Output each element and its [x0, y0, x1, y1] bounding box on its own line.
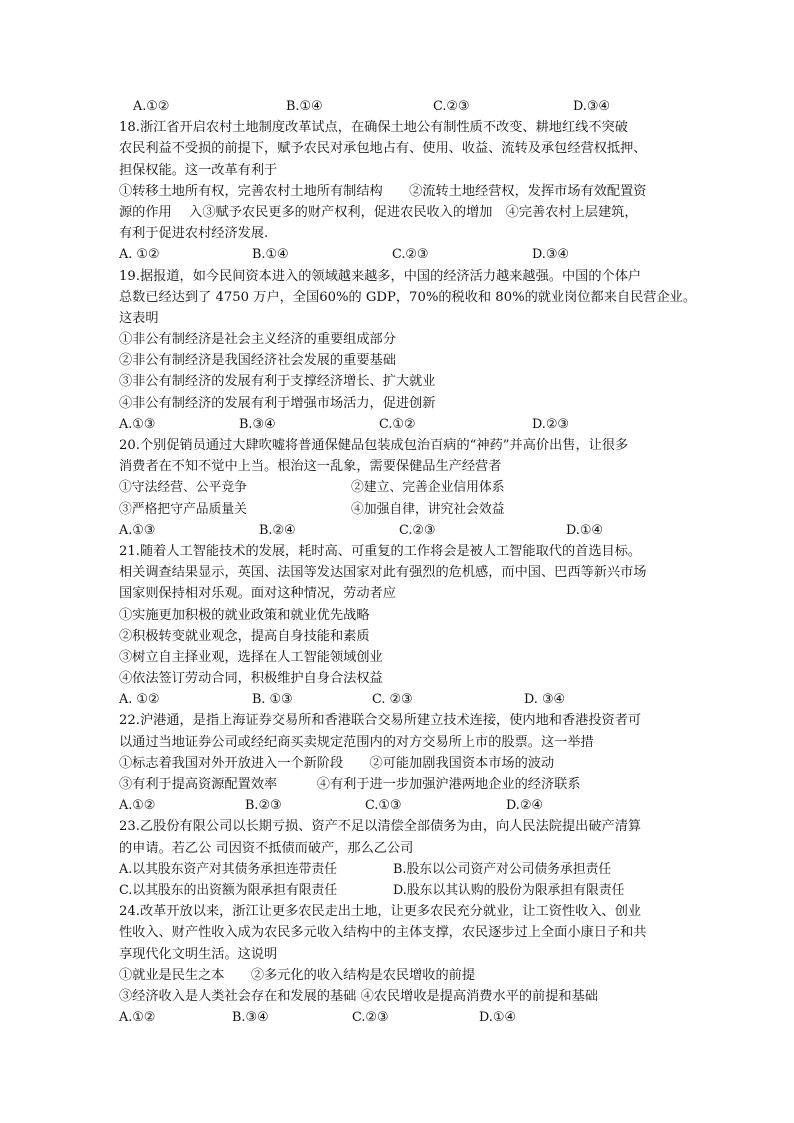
q22-option-b[interactable]: B.②③ — [245, 798, 282, 814]
q20-stem-line: 20.个别促销员通过大肆吹嘘将普通保健品包装成包治百病的“神药”并高价出售，让很多 — [119, 438, 629, 453]
q21-statement-4: ④依法签订劳动合同，积极维护自身合法权益 — [119, 671, 383, 687]
q20-statement-3: ③严格把守产品质量关 — [119, 501, 247, 517]
q18-option-a[interactable]: A. ①② — [119, 247, 160, 263]
q20-statements-row-1 — [119, 477, 679, 498]
q20-options — [119, 520, 679, 541]
question-18 — [119, 117, 679, 265]
q21-stem-line: 国家则保持相对乐观。面对这种情况，劳动者应 — [119, 586, 396, 602]
q22-options — [119, 795, 679, 816]
q18-stem-line: 担保权能。这一改革有利于 — [119, 162, 278, 178]
question-23 — [119, 816, 679, 901]
q21-option-c[interactable]: C. ②③ — [372, 692, 413, 708]
q19-option-d[interactable]: D.②③ — [532, 416, 569, 432]
q20-statements-row-2 — [119, 499, 679, 520]
q20-option-a[interactable]: A.①③ — [119, 522, 156, 538]
q24-statements-line: ③经济收入是人类社会存在和发展的基础 ④农民增收是提高消费水平的前提和基础 — [119, 988, 598, 1004]
q18-stem-line: 农民利益不受损的前提下，赋予农民对承包地占有、使用、收益、流转及承包经营权抵押、 — [119, 141, 647, 157]
q24-statements-line: ①就业是民生之本 ②多元化的收入结构是农民增收的前提 — [119, 967, 476, 983]
question-21 — [119, 541, 679, 711]
q18-statement-line: ①转移土地所有权，完善农村土地所有制结构 ②流转土地经营权，发挥市场有效配置资 — [119, 183, 647, 199]
q19-statement-3: ③非公有制经济的发展有利于支撑经济增长、扩大就业 — [119, 374, 436, 390]
q23-stem-line: 的申请。若乙公 司因资不抵债而破产，那么乙公司 — [119, 840, 414, 856]
q19-stem-line: 总数已经达到了 4750 万户，全国60%的 GDP，70%的税收和 80%的就业岗位都来自民营企业。 — [119, 289, 697, 305]
q20-option-b[interactable]: B.②④ — [259, 522, 296, 538]
q18-options — [119, 244, 679, 265]
q23-option-b[interactable]: B.股东以公司资产对公司债务承担责任 — [393, 861, 612, 877]
q21-option-b[interactable]: B. ①③ — [252, 692, 293, 708]
q21-options — [119, 689, 679, 710]
q22-option-a[interactable]: A.①② — [119, 798, 156, 814]
q18-statement-line: 源的作用 入③赋予农民更多的财产权利，促进农民收入的增加 ④完善农村上层建筑， — [119, 204, 638, 220]
q21-statement-2: ②积极转变就业观念，提高自身技能和素质 — [119, 628, 370, 644]
question-19 — [119, 266, 697, 436]
q21-stem-line: 相关调查结果显示，英国、法国等发达国家对此有强烈的危机感，而中国、巴西等新兴市场 — [119, 565, 647, 581]
q17-options — [119, 96, 679, 117]
q21-option-d[interactable]: D. ③④ — [524, 692, 565, 708]
q22-statements-line: ③有利于提高资源配置效率 ④有利于进一步加强沪港两地企业的经济联系 — [119, 777, 581, 792]
q17-option-d[interactable]: D.③④ — [573, 99, 610, 114]
q24-stem-line: 性收入、财产性收入成为农民多元收入结构中的主体支撑，农民逐步过上全面小康日子和共 — [119, 925, 647, 941]
q19-options — [119, 414, 679, 435]
q17-option-c[interactable]: C.②③ — [433, 99, 470, 114]
q23-option-a[interactable]: A.以其股东资产对其债务承担连带责任 — [119, 861, 338, 877]
q20-option-d[interactable]: D.①④ — [566, 522, 603, 538]
q23-stem-line: 23.乙股份有限公司以长期亏损、资产不足以清偿全部债务为由，向人民法院提出破产清算 — [119, 819, 642, 835]
q20-option-c[interactable]: C.②③ — [399, 522, 436, 538]
q19-option-c[interactable]: C.①② — [379, 416, 416, 432]
q23-options-row-2 — [119, 880, 679, 901]
q21-option-a[interactable]: A. ①② — [119, 692, 160, 708]
q18-option-d[interactable]: D.③④ — [532, 247, 569, 263]
q20-statement-4: ④加强自律，讲究社会效益 — [351, 501, 505, 517]
q24-options — [119, 1007, 679, 1028]
q19-stem-line: 19.据报道，如今民间资本进入的领域越来越多，中国的经济活力越来越强。中国的个体户 — [119, 268, 642, 284]
q18-statement-line: 有利于促进农村经济发展. — [119, 226, 269, 242]
q19-option-b[interactable]: B.③④ — [239, 416, 276, 432]
q19-statement-1: ①非公有制经济是社会主义经济的重要组成部分 — [119, 332, 396, 348]
q19-statement-4: ④非公有制经济的发展有利于增强市场活力，促进创新 — [119, 395, 436, 411]
q23-option-c[interactable]: C.以其股东的出资额为限承担有限责任 — [119, 882, 338, 898]
q21-stem-line: 21.随着人工智能技术的发展，耗时高、可重复的工作将会是被人工智能取代的首选目标。 — [119, 543, 642, 559]
q21-statement-1: ①实施更加积极的就业政策和就业优先战略 — [119, 607, 370, 623]
q22-stem-line: 22.沪港通，是指上海证券交易所和香港联合交易所建立技术连接，使内地和香港投资者可 — [119, 713, 642, 729]
q23-option-d[interactable]: D.股东以其认购的股份为限承担有限责任 — [393, 882, 625, 898]
q22-stem-line: 以通过当地证券公司或经纪商买卖规定范围内的对方交易所上市的股票。这一举措 — [119, 734, 594, 750]
q20-stem-line: 消费者在不知不觉中上当。根治这一乱象，需要保健品生产经营者 — [119, 459, 502, 475]
q19-statement-2: ②非公有制经济是我国经济社会发展的重要基础 — [119, 353, 396, 369]
q22-option-c[interactable]: C.①③ — [365, 798, 402, 814]
q18-stem-line: 18.浙江省开启农村土地制度改革试点，在确保土地公有制性质不改变、耕地红线不突破 — [119, 120, 628, 136]
q24-stem-line: 24.改革开放以来，浙江让更多农民走出土地，让更多农民充分就业，让工资性收入、创业 — [119, 904, 642, 920]
q22-option-d[interactable]: D.②④ — [506, 798, 543, 814]
q18-option-c[interactable]: C.②③ — [392, 247, 429, 263]
q24-option-c[interactable]: C.②③ — [352, 1010, 389, 1026]
q24-option-b[interactable]: B.③④ — [232, 1010, 269, 1026]
question-22 — [119, 710, 679, 816]
q22-statements-line: ①标志着我国对外开放进入一个新阶段 ②可能加剧我国资本市场的波动 — [119, 755, 555, 771]
question-20 — [119, 435, 679, 541]
q19-stem-line: 这表明 — [119, 310, 159, 326]
q21-statement-3: ③树立自主择业观，选择在人工智能领域创业 — [119, 649, 383, 665]
question-24 — [119, 901, 679, 1028]
exam-page — [119, 96, 697, 1028]
q17-option-a[interactable]: A.①② — [133, 99, 170, 114]
q20-statement-2: ②建立、完善企业信用体系 — [351, 480, 505, 496]
q23-options-row-1 — [119, 859, 679, 880]
q24-option-a[interactable]: A.①② — [119, 1010, 156, 1026]
q24-option-d[interactable]: D.①④ — [479, 1010, 516, 1026]
q17-option-b[interactable]: B.①④ — [286, 99, 323, 114]
q18-option-b[interactable]: B.①④ — [252, 247, 289, 263]
q20-statement-1: ①守法经营、公平竞争 — [119, 480, 247, 496]
q19-option-a[interactable]: A.①③ — [119, 416, 156, 432]
q24-stem-line: 享现代化文明生活。这说明 — [119, 946, 278, 962]
